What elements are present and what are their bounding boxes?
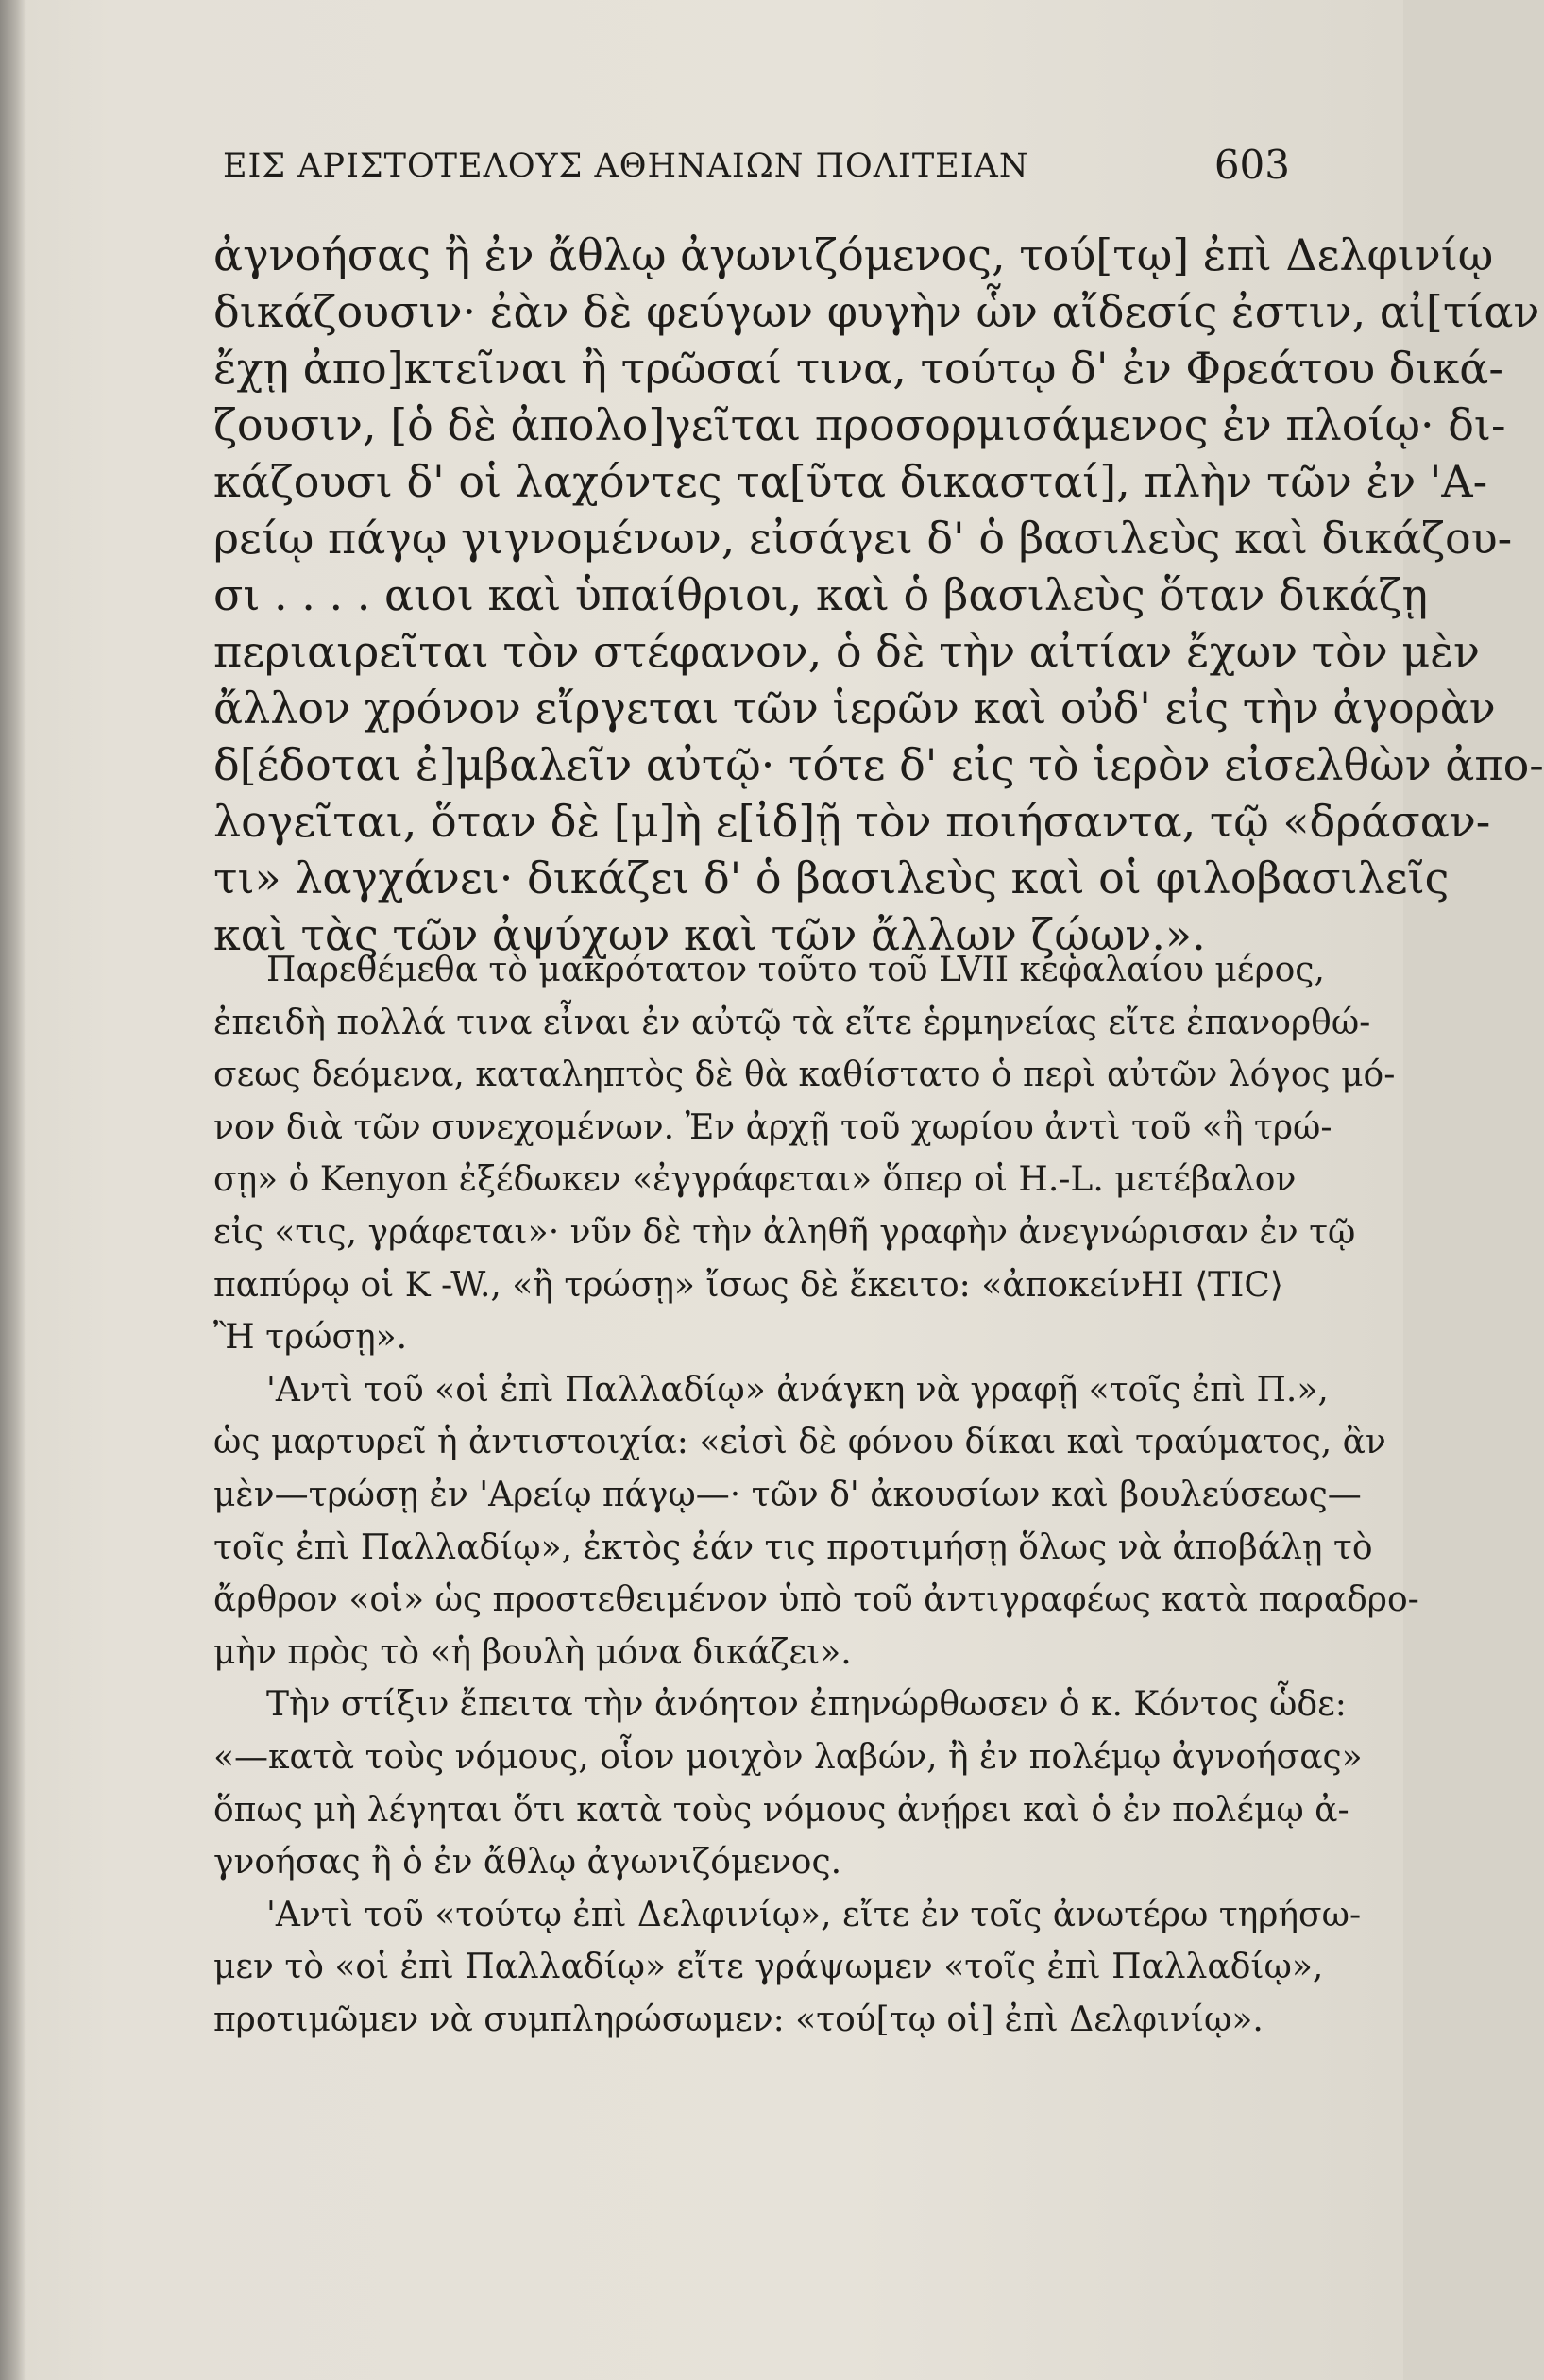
- page-number: 603: [1213, 142, 1290, 188]
- page-header: [223, 140, 1290, 196]
- running-title: ΕΙΣ ΑΡΙΣΤΟΤΕΛΟΥΣ ΑΘΗΝΑΙΩΝ ΠΟΛΙΤΕΙΑΝ: [223, 147, 1029, 185]
- commentary-line: 'Αντὶ τοῦ «τούτῳ ἐπὶ Δελφινίῳ», εἴτε ἐν τοῖς ἀνωτέρω τηρήσω-: [266, 1895, 1362, 1934]
- commentary-line: «—κατὰ τοὺς νόμους, οἷον μοιχὸν λαβών, ἢ ἐν πολέμῳ ἀγνοήσας»: [213, 1737, 1363, 1777]
- commentary-line: Ἢ τρώσῃ».: [213, 1318, 408, 1358]
- commentary-text: [213, 944, 1419, 2046]
- commentary-line: παπύρῳ οἱ K -W., «ἢ τρώσῃ» ἴσως δὲ ἔκειτο: «ἀποκείνΗΙ ⟨ΤΙϹ⟩: [213, 1265, 1283, 1305]
- main-greek-text: [213, 227, 1544, 963]
- main-text-line: ἀγνοήσας ἢ ἐν ἄθλῳ ἀγωνιζόμενος, τού[τῳ] ἐπὶ Δελφινίῳ: [213, 229, 1494, 280]
- main-text-line: ἔχῃ ἀπο]κτεῖναι ἢ τρῶσαί τινα, τούτῳ δ' ἐν Φρεάτου δικά-: [213, 343, 1503, 394]
- main-text-line: σι . . . . αιοι καὶ ὑπαίθριοι, καὶ ὁ βασιλεὺς ὅταν δικάζῃ: [213, 569, 1429, 620]
- commentary-line: νον διὰ τῶν συνεχομένων. Ἐν ἀρχῇ τοῦ χωρίου ἀντὶ τοῦ «ἢ τρώ-: [213, 1107, 1332, 1147]
- commentary-line: σῃ» ὁ Kenyon ἐξέδωκεν «ἐγγράφεται» ὅπερ οἱ H.-L. μετέβαλον: [213, 1160, 1297, 1200]
- commentary-line: μὴν πρὸς τὸ «ἡ βουλὴ μόνα δικάζει».: [213, 1632, 852, 1672]
- commentary-line: προτιμῶμεν νὰ συμπληρώσωμεν: «τού[τῳ οἱ] ἐπὶ Δελφινίῳ».: [213, 2000, 1264, 2039]
- page-spine-shadow: [0, 0, 26, 2380]
- commentary-line: σεως δεόμενα, καταληπτὸς δὲ θὰ καθίστατο ὁ περὶ αὐτῶν λόγος μό-: [213, 1055, 1396, 1095]
- commentary-line: ὅπως μὴ λέγηται ὅτι κατὰ τοὺς νόμους ἀνῄρει καὶ ὁ ἐν πολέμῳ ἀ-: [213, 1790, 1349, 1830]
- commentary-line: μεν τὸ «οἱ ἐπὶ Παλλαδίῳ» εἴτε γράψωμεν «τοῖς ἐπὶ Παλλαδίῳ»,: [213, 1948, 1324, 1987]
- main-text-line: λογεῖται, ὅταν δὲ [μ]ὴ ε[ἰδ]ῇ τὸν ποιήσαντα, τῷ «δράσαν-: [213, 796, 1491, 847]
- main-text-line: δικάζουσιν· ἐὰν δὲ φεύγων φυγὴν ὧν αἴδεσίς ἐστιν, αἰ[τίαν: [213, 286, 1540, 337]
- commentary-line: 'Αντὶ τοῦ «οἱ ἐπὶ Παλλαδίῳ» ἀνάγκη νὰ γραφῇ «τοῖς ἐπὶ Π.»,: [266, 1370, 1329, 1409]
- main-text-line: τι» λαγχάνει· δικάζει δ' ὁ βασιλεὺς καὶ οἱ φιλοβασιλεῖς: [213, 852, 1450, 903]
- commentary-line: ἐπειδὴ πολλά τινα εἶναι ἐν αὐτῷ τὰ εἴτε ἑρμηνείας εἴτε ἐπανορθώ-: [213, 1003, 1371, 1042]
- commentary-line: μὲν—τρώσῃ ἐν 'Αρείῳ πάγῳ—· τῶν δ' ἀκουσίων καὶ βουλεύσεως—: [213, 1475, 1362, 1514]
- commentary-line: ὡς μαρτυρεῖ ἡ ἀντιστοιχία: «εἰσὶ δὲ φόνου δίκαι καὶ τραύματος, ἂν: [213, 1423, 1386, 1462]
- main-text-line: κάζουσι δ' οἱ λαχόντες τα[ῦτα δικασταί], πλὴν τῶν ἐν 'Α-: [213, 456, 1488, 507]
- main-text-line: καὶ τὰς τῶν ἀψύχων καὶ τῶν ἄλλων ζῴων.».: [213, 909, 1206, 960]
- commentary-line: Τὴν στίξιν ἔπειτα τὴν ἀνόητον ἐπηνώρθωσεν ὁ κ. Κόντος ὧδε:: [266, 1685, 1347, 1725]
- main-text-line: ρείῳ πάγῳ γιγνομένων, εἰσάγει δ' ὁ βασιλεὺς καὶ δικάζου-: [213, 513, 1513, 564]
- commentary-line: εἰς «τις, γράφεται»· νῦν δὲ τὴν ἀληθῆ γραφὴν ἀνεγνώρισαν ἐν τῷ: [213, 1212, 1356, 1252]
- main-text-line: ζουσιν, [ὁ δὲ ἀπολο]γεῖται προσορμισάμενος ἐν πλοίῳ· δι-: [213, 399, 1506, 450]
- main-text-line: περιαιρεῖται τὸν στέφανον, ὁ δὲ τὴν αἰτίαν ἔχων τὸν μὲν: [213, 626, 1480, 677]
- main-text-line: δ[έδοται ἐ]μβαλεῖν αὐτῷ· τότε δ' εἰς τὸ ἱερὸν εἰσελθὼν ἀπο-: [213, 739, 1544, 790]
- commentary-line: Παρεθέμεθα τὸ μακρότατον τοῦτο τοῦ LVII κεφαλαίου μέρος,: [266, 951, 1325, 989]
- commentary-line: γνοήσας ἢ ὁ ἐν ἄθλῳ ἀγωνιζόμενος.: [213, 1843, 842, 1882]
- commentary-line: τοῖς ἐπὶ Παλλαδίῳ», ἐκτὸς ἐάν τις προτιμήσῃ ὅλως νὰ ἀποβάλῃ τὸ: [213, 1528, 1373, 1567]
- main-text-line: ἄλλον χρόνον εἴργεται τῶν ἱερῶν καὶ οὐδ' εἰς τὴν ἀγορὰν: [213, 683, 1496, 734]
- commentary-line: ἄρθρον «οἱ» ὡς προστεθειμένον ὑπὸ τοῦ ἀντιγραφέως κατὰ παραδρο-: [213, 1580, 1419, 1620]
